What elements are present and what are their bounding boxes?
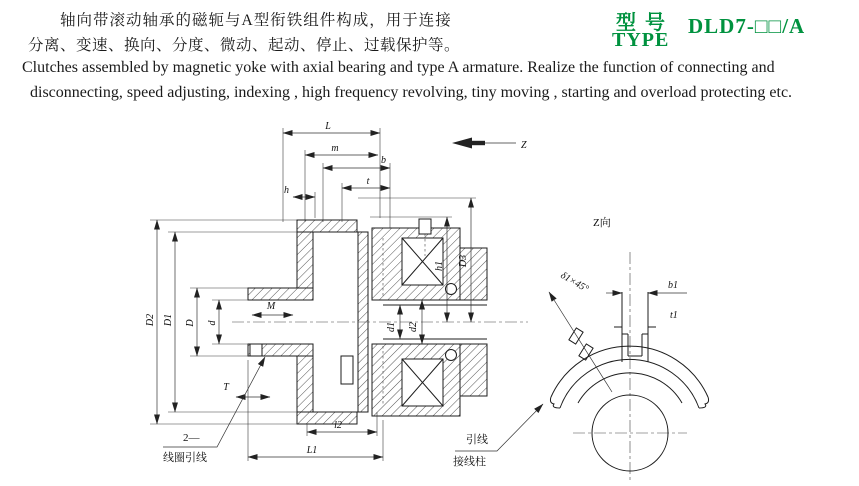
terminal-callout <box>453 404 543 468</box>
dim-label-D: D <box>185 319 196 327</box>
intro-english-line1: Clutches assembled by magnetic yoke with axial bearing and type A armature. Realize the function of connecting and <box>22 59 775 76</box>
coil-lead-callout <box>163 357 265 464</box>
dim-label-d: d <box>207 320 218 326</box>
type-label-chinese: 型号 <box>616 12 674 34</box>
dim-label-t: t <box>366 176 370 187</box>
chamfer-dimension <box>549 270 612 392</box>
intro-english-line2: disconnecting, speed adjusting, indexing , high frequency revolving, tiny moving , starting and overload protecting etc. <box>30 84 793 101</box>
coil-lead-callout-line2: 线圈引线 <box>163 452 207 464</box>
dim-label-h1: h1 <box>434 261 445 271</box>
type-label-english: TYPE <box>612 29 670 51</box>
intro-chinese-line2: 分离、变速、换向、分度、微动、起动、停止、过载保护等。 <box>28 37 461 54</box>
dim-label-d1: d1 <box>386 322 397 332</box>
z-view-title: Z向 <box>593 217 611 229</box>
screw-upper <box>419 219 431 234</box>
section-view <box>145 121 528 464</box>
lead-wire-hole <box>250 344 262 356</box>
dim-label-L: L <box>325 121 331 132</box>
dim-label-D1: D1 <box>163 313 174 327</box>
z-direction-view <box>453 215 709 482</box>
armature-slot <box>614 292 656 362</box>
dim-label-b: b <box>381 155 386 166</box>
dim-label-d2: d2 <box>408 322 419 332</box>
dim-label-l2: l2 <box>334 420 342 431</box>
dim-label-D3: D3 <box>458 254 469 268</box>
technical-drawing <box>0 106 859 486</box>
intro-chinese-line1: 轴向带滚动轴承的磁轭与A型衔铁组件构成，用于连接 <box>60 12 452 29</box>
dim-label-t1: t1 <box>670 310 678 321</box>
dim-label-D2: D2 <box>145 313 156 327</box>
dim-label-h: h <box>284 185 289 196</box>
dim-label-M: M <box>266 301 276 312</box>
dim-label-chamfer: δ1×45° <box>558 270 591 295</box>
model-number: DLD7-□□/A <box>688 14 806 38</box>
coil-lead-callout-line1: 2— <box>183 432 200 444</box>
dim-label-b1: b1 <box>668 280 678 291</box>
view-direction-arrow <box>452 138 527 152</box>
view-direction-label: Z <box>521 140 527 151</box>
dim-label-T: T <box>223 382 229 393</box>
dim-label-m: m <box>331 143 339 154</box>
dim-label-L1: L1 <box>306 445 318 456</box>
terminal-callout-line2: 接线柱 <box>453 456 486 468</box>
terminal-callout-line1: 引线 <box>466 434 488 446</box>
